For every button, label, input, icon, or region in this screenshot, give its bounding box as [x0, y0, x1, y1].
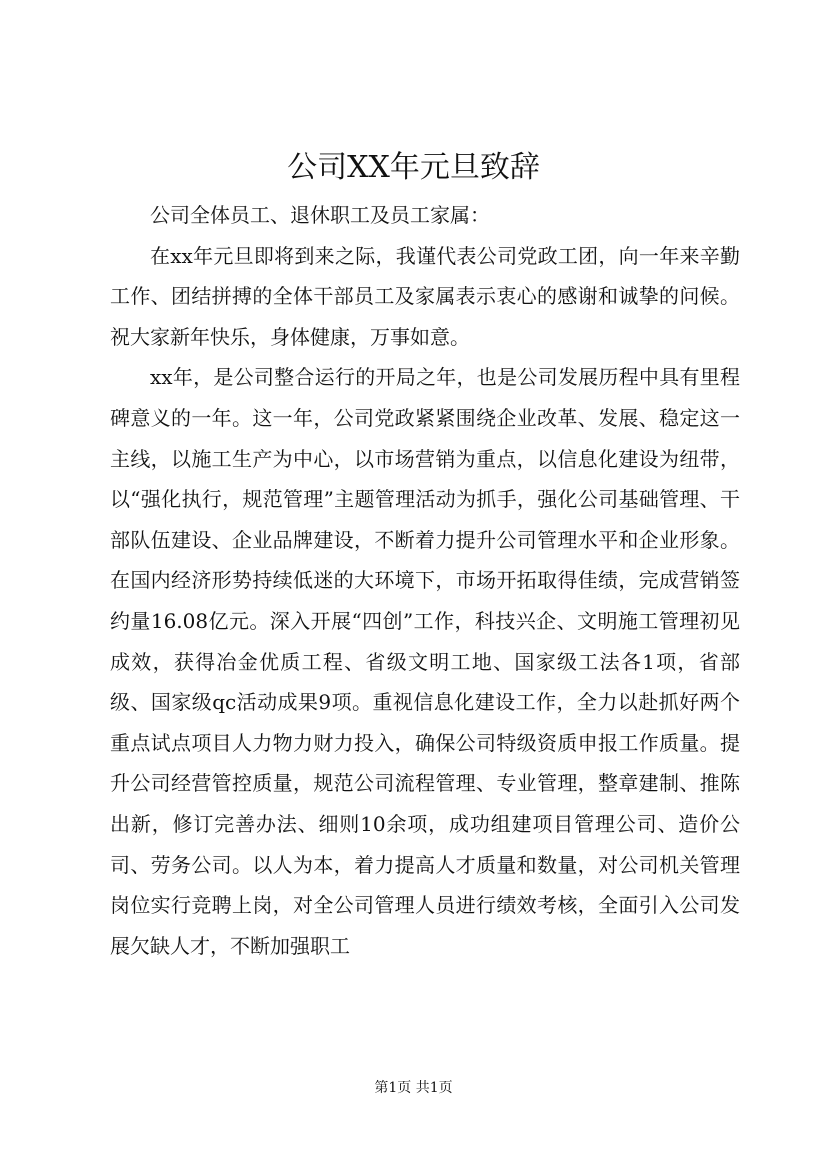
salutation: 公司全体员工、退休职工及员工家属：: [150, 203, 490, 227]
page-footer: 第1页 共1页: [374, 1080, 453, 1096]
paragraph-2: xx年，是公司整合运行的开局之年，也是公司发展历程中具有里程碑意义的一年。这一年，公司党政紧紧围绕企业改革、发展、稳定这一主线，以施工生产为中心，以市场营销为重点，以信息化建设为纽带，以“强化执行，规范管理”主题管理活动为抓手，强化公司基础管理、干部队伍建设、企业品牌建设，不断着力提升公司管理水平和企业形象。在国内经济形势持续低迷的大环境下，市场开拓取得佳绩，完成营销签约量16.08亿元。深入开展“四创”工作，科技兴企、文明施工管理初见成效，获得冶金优质工程、省级文明工地、国家级工法各1项，省部级、国家级qc活动成果9项。重视信息化建设工作，全力以赴抓好两个重点试点项目人力物力财力投入，确保公司特级资质申报工作质量。提升公司经营管控质量，规范公司流程管理、专业管理，整章建制、推陈出新，修订完善办法、细则10余项，成功组建项目管理公司、造价公司、劳务公司。以人为本，着力提高人才质量和数量，对公司机关管理岗位实行竞聘上岗，对全公司管理人员进行绩效考核，全面引入公司发展欠缺人才，不断加强职工: [110, 365, 740, 958]
paragraph-1: 在xx年元旦即将到来之际，我谨代表公司党政工团，向一年来辛勤工作、团结拼搏的全体干部员工及家属表示衷心的感谢和诚挚的问候。祝大家新年快乐，身体健康，万事如意。: [110, 243, 740, 349]
document-body: [110, 195, 740, 966]
document-title: 公司XX年元旦致辞: [287, 150, 540, 185]
